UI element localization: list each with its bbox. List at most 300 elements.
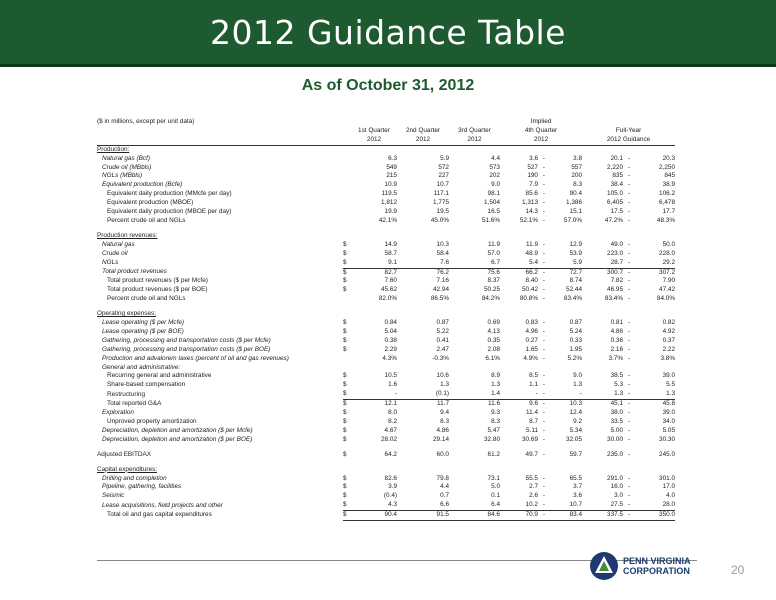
- q4-high-value: 1,386: [566, 199, 583, 207]
- fy-low-value: 83.4%: [604, 295, 624, 303]
- fy-high-value: 245.0: [659, 450, 676, 458]
- q3-value: 50.25: [484, 286, 500, 294]
- dollar-sign: $: [343, 511, 351, 521]
- table-row: [97, 409, 675, 418]
- q3-value: 84.2%: [481, 295, 500, 303]
- dollar-sign: $: [343, 336, 347, 344]
- fy-low-value: 33.5: [610, 418, 624, 425]
- fy-low-value: 5.00: [610, 426, 624, 434]
- range-dash: -: [542, 354, 546, 362]
- fy-high-value: 1.3: [635, 390, 675, 399]
- q4-high-value: 8.74: [569, 277, 583, 285]
- dollar-sign: [343, 232, 351, 241]
- q2-value: 10.3: [436, 240, 449, 248]
- q2-value: 9.4: [440, 409, 449, 417]
- q4-header: 4th Quarter: [524, 126, 558, 134]
- range-dash: -: [627, 372, 631, 380]
- q4-high-value: 200: [571, 172, 583, 180]
- q4-low-value: 1.1: [529, 381, 538, 389]
- q3-value: 1.4: [449, 390, 500, 399]
- q2-value: 5.9: [440, 154, 449, 162]
- q4-low-value: 14.3: [525, 208, 538, 216]
- range-dash: -: [627, 249, 631, 257]
- fy-low-value: 3.0: [614, 492, 624, 500]
- fy-high-value: 301.0: [659, 474, 676, 482]
- q4-high-value: 3.6: [573, 492, 583, 500]
- dollar-sign: $: [343, 381, 347, 389]
- dollar-sign: $: [343, 450, 347, 458]
- q1-value: 119.5: [381, 190, 397, 198]
- q4-high-value: 12.9: [569, 240, 583, 248]
- q4-low-value: 8.40: [525, 277, 538, 285]
- q4-low-value: 0.27: [525, 336, 538, 344]
- row-label: Percent crude oil and NGLs: [107, 295, 186, 303]
- range-dash: -: [542, 154, 546, 162]
- table-row: [97, 172, 675, 181]
- logo-line2: CORPORATION: [623, 566, 690, 576]
- table-row: [97, 475, 675, 484]
- dollar-sign: $: [343, 483, 347, 491]
- row-label: Equivalent daily production (MBOE per day): [107, 208, 232, 216]
- row-label: Lease operating ($ per BOE): [102, 327, 184, 335]
- q4-low-value: 70.9: [500, 511, 538, 521]
- q4-low-value: -: [500, 390, 538, 399]
- q1-value: 4.67: [384, 426, 397, 434]
- q4-high-value: 557: [571, 163, 583, 171]
- fy-high-value: 228.0: [659, 249, 676, 257]
- q3-value: 6.7: [449, 259, 500, 268]
- q4-high-value: 5.9: [550, 259, 582, 268]
- fy-low-value: 20.1: [610, 154, 624, 162]
- table-row: [97, 400, 675, 409]
- dollar-sign: [343, 208, 351, 217]
- row-label: Natural gas (Bcf): [102, 154, 150, 162]
- q2-value: 29.14: [433, 435, 449, 443]
- range-dash: -: [542, 492, 546, 500]
- dollar-sign: [343, 364, 351, 373]
- q1-value: -: [351, 390, 397, 399]
- row-label: Equivalent daily production (MMcfe per day): [107, 190, 232, 198]
- q2-value: 58.4: [436, 249, 449, 257]
- range-dash: -: [627, 181, 631, 189]
- q1-value: 10.5: [384, 372, 397, 380]
- q3-value: 2.08: [487, 345, 500, 353]
- range-dash: -: [542, 336, 546, 344]
- page-number: 20: [731, 563, 745, 577]
- row-label: Restructuring: [107, 390, 146, 398]
- q4-high-value: 59.7: [569, 450, 583, 458]
- range-dash: -: [627, 268, 631, 276]
- table-row: [97, 232, 675, 241]
- fy-high-value: 0.37: [662, 336, 676, 344]
- q2-value: 7.6: [397, 259, 449, 268]
- dollar-sign: $: [343, 418, 347, 425]
- q4-low-value: 80.8%: [519, 295, 538, 303]
- q3-value: 51.6%: [481, 216, 500, 224]
- fy-low-value: 835: [612, 172, 624, 180]
- implied-header: Implied: [530, 118, 552, 125]
- q1-value: 82.6: [384, 474, 397, 482]
- range-dash: -: [542, 474, 546, 482]
- fy-high-value: 34.0: [662, 418, 676, 425]
- fy-high-value: 30.30: [659, 435, 676, 443]
- row-label: Total product revenues ($ per Mcfe): [107, 277, 208, 285]
- dollar-sign: $: [343, 492, 347, 500]
- q4-high-value: -: [550, 390, 582, 399]
- range-dash: -: [623, 511, 635, 521]
- empty-cells: [351, 232, 675, 241]
- dollar-sign: [343, 164, 351, 173]
- row-label: NGLs: [102, 258, 119, 266]
- q4-low-value: 10.2: [500, 501, 538, 510]
- q1-value: 0.38: [384, 336, 397, 344]
- q4-low-value: 527: [527, 163, 538, 171]
- range-dash: -: [542, 249, 546, 257]
- q2-value: 7.16: [436, 277, 449, 285]
- fy-low-value: 46.95: [607, 286, 624, 294]
- q4-high-value: 10.3: [569, 400, 583, 408]
- penn-virginia-logo-icon: [589, 551, 619, 581]
- fy-high-value: 4.92: [662, 327, 676, 335]
- fy-low-value: 38.0: [610, 409, 624, 417]
- table-row: [97, 451, 675, 460]
- q4-low-value: 1.65: [525, 345, 538, 353]
- range-dash: -: [627, 418, 631, 425]
- q4-low-value: 2.6: [529, 492, 538, 500]
- row-label: Capital expenditures:: [97, 465, 158, 473]
- page-subtitle: As of October 31, 2012: [301, 77, 475, 94]
- q1-value: 14.9: [384, 240, 397, 248]
- table-row: [97, 427, 675, 436]
- fy-high-value: 39.0: [662, 372, 676, 380]
- fy-high-value: 17.0: [662, 483, 676, 491]
- table-row: [97, 164, 675, 173]
- dollar-sign: [343, 155, 351, 164]
- q4-high-value: 10.7: [550, 501, 582, 510]
- q4-low-value: 5.11: [526, 426, 538, 434]
- fy-high-value: 0.82: [662, 319, 676, 327]
- dollar-sign: [343, 172, 351, 181]
- table-row: [97, 241, 675, 250]
- row-label: Crude oil (MBbls): [102, 163, 152, 171]
- q4-high-value: 1.95: [569, 345, 583, 353]
- range-dash: -: [627, 240, 631, 248]
- table-row: [97, 390, 675, 399]
- range-dash: -: [538, 501, 550, 510]
- q1-value: 42.1%: [378, 216, 397, 224]
- table-row: [97, 190, 675, 199]
- header-row-2: [97, 127, 675, 136]
- table-row: [97, 250, 675, 259]
- fy-high-value: 845: [664, 172, 676, 180]
- q1-value: 4.3: [351, 501, 397, 510]
- table-row: [97, 337, 675, 346]
- range-dash: -: [627, 435, 631, 443]
- q4-high-value: 3.7: [573, 483, 583, 491]
- dollar-sign: [343, 217, 351, 226]
- q1-value: 12.1: [384, 400, 397, 408]
- table-row: [97, 208, 675, 217]
- fy-high-value: 20.3: [662, 154, 676, 162]
- table-row: [97, 501, 675, 510]
- q3-value: 1,504: [484, 199, 500, 207]
- table-row: [97, 155, 675, 164]
- dollar-sign: $: [343, 268, 347, 276]
- q3-value: 5.0: [491, 483, 500, 491]
- row-label: Production:: [97, 145, 130, 153]
- q1-value: 82.7: [384, 268, 397, 276]
- q4-low-value: 8.7: [529, 418, 538, 425]
- q2-value: 11.7: [437, 400, 449, 408]
- range-dash: -: [627, 295, 631, 303]
- q1-value: 215: [386, 172, 397, 180]
- row-label: Equivalent production (MBOE): [107, 199, 194, 207]
- range-dash: -: [538, 511, 550, 521]
- q4-low-value: 5.4: [500, 259, 538, 268]
- range-dash: -: [623, 390, 635, 399]
- range-dash: -: [538, 390, 550, 399]
- fy-high-value: 5.05: [662, 426, 676, 434]
- q3-value: 8.3: [491, 418, 500, 425]
- q2-value: 227: [438, 172, 449, 180]
- row-label: Total product revenues: [102, 268, 167, 276]
- range-dash: -: [542, 240, 546, 248]
- dollar-sign: $: [343, 259, 351, 268]
- range-dash: -: [542, 181, 546, 189]
- fy-high-value: 2,250: [659, 163, 676, 171]
- dollar-sign: [343, 295, 351, 304]
- q2-value: 19.5: [436, 208, 449, 216]
- q1-value: 1,812: [381, 199, 397, 207]
- dollar-sign: $: [343, 277, 347, 285]
- q2-value: 8.3: [440, 418, 449, 425]
- q3-value: 61.2: [487, 450, 500, 458]
- range-dash: -: [542, 268, 546, 276]
- row-label: Depreciation, depletion and amortization ($ per Mcfe): [102, 426, 253, 434]
- q4-high-value: 0.33: [569, 336, 583, 344]
- q1-header: 1st Quarter: [358, 126, 390, 134]
- q4-high-value: 9.2: [573, 418, 583, 425]
- empty-cells: [351, 145, 675, 154]
- q1-value: 5.04: [384, 327, 397, 335]
- q1-value: 0.84: [384, 319, 397, 327]
- table-row: [97, 418, 675, 427]
- company-logo: [589, 551, 691, 581]
- fy-low-value: 28.7: [582, 259, 623, 268]
- q4-high-value: 5.2%: [567, 354, 583, 362]
- fy-low-value: 38.4: [610, 181, 624, 189]
- header-row-1: [97, 118, 675, 127]
- range-dash: -: [542, 286, 546, 294]
- table-row: [97, 295, 675, 304]
- fy-high-value: 50.0: [662, 240, 676, 248]
- q1-value: 4.3%: [382, 354, 397, 362]
- table-row: [97, 328, 675, 337]
- q1-value: 64.2: [384, 450, 397, 458]
- q1-value: (0.4): [383, 492, 397, 500]
- dollar-sign: $: [343, 501, 351, 510]
- range-dash: -: [627, 208, 631, 216]
- q1-value: 8.0: [388, 409, 397, 417]
- fy-low-value: 235.0: [607, 450, 624, 458]
- q4-low-value: 190: [527, 172, 538, 180]
- fy-low-value: 47.2%: [604, 216, 624, 224]
- logo-wordmark: [623, 556, 691, 576]
- q2-value: 0.7: [440, 492, 449, 500]
- fy-high-value: 307.2: [659, 268, 676, 276]
- fy-low-value: 49.0: [610, 240, 624, 248]
- q2-value: 86.5%: [430, 295, 449, 303]
- fy-low-value: 1.3: [582, 390, 623, 399]
- range-dash: -: [542, 418, 546, 425]
- fy-high-value: 3.8%: [660, 354, 676, 362]
- q4-high-value: 83.4%: [563, 295, 583, 303]
- table-row: [97, 381, 675, 390]
- fy-high-value: 45.8: [662, 400, 676, 408]
- range-dash: -: [627, 154, 631, 162]
- q3-value: 16.5: [487, 208, 500, 216]
- fy-low-value: 45.1: [610, 400, 624, 408]
- dollar-sign: $: [343, 240, 347, 248]
- q2-header: 2nd Quarter: [405, 126, 441, 134]
- fy-low-value: 4.86: [610, 327, 624, 335]
- fy-high-value: 2.22: [662, 345, 676, 353]
- dollar-sign: [343, 145, 351, 154]
- q1-value: 549: [386, 163, 397, 171]
- q4-high-value: 1.3: [573, 381, 583, 389]
- q3-value: 73.1: [487, 474, 500, 482]
- range-dash: -: [542, 327, 546, 335]
- range-dash: -: [542, 319, 546, 327]
- row-label: Share-based compensation: [107, 381, 186, 389]
- range-dash: -: [627, 483, 631, 491]
- row-label: Total oil and gas capital expenditures: [107, 511, 212, 519]
- header-row-3: [97, 136, 675, 145]
- q1-value: 7.60: [384, 277, 397, 285]
- q4-high-value: 5.24: [569, 327, 583, 335]
- range-dash: -: [542, 450, 546, 458]
- q3-value: 11.6: [488, 400, 500, 408]
- q2-value: 0.41: [436, 336, 449, 344]
- q1-value: 19.9: [384, 208, 397, 216]
- fy-high-value: 47.42: [659, 286, 676, 294]
- title-banner: [0, 0, 776, 67]
- q2-value: 42.94: [433, 286, 449, 294]
- fy-low-value: 17.5: [610, 208, 624, 216]
- q2-value: 91.5: [397, 511, 449, 521]
- fy-high-value: 6,478: [659, 199, 676, 207]
- q4-low-value: 48.9: [525, 249, 538, 257]
- range-dash: -: [542, 483, 546, 491]
- q3-value: 75.6: [487, 268, 500, 276]
- q4-high-value: 57.0%: [563, 216, 583, 224]
- guidance-table: [97, 118, 675, 521]
- q4-high-value: 3.8: [573, 154, 583, 162]
- q1-value: 8.2: [388, 418, 397, 425]
- range-dash: -: [538, 259, 550, 268]
- range-dash: -: [542, 345, 546, 353]
- range-dash: -: [542, 435, 546, 443]
- range-dash: -: [627, 345, 631, 353]
- q4-low-value: 50.42: [522, 286, 538, 294]
- q3-header: 3rd Quarter: [458, 126, 491, 134]
- row-label: Gathering, processing and transportation costs ($ per Mcfe): [102, 336, 271, 344]
- range-dash: -: [627, 492, 631, 500]
- q1-value: 10.9: [384, 181, 397, 189]
- q3-value: 6.4: [449, 501, 500, 510]
- fy-low-value: 337.5: [582, 511, 623, 521]
- range-dash: -: [542, 163, 546, 171]
- row-label: Total reported G&A: [107, 399, 162, 407]
- dollar-sign: [343, 181, 351, 190]
- q2-value: 1.3: [440, 381, 449, 389]
- table-row: [97, 217, 675, 226]
- q3-year: 2012: [449, 136, 500, 145]
- q4-high-value: 8.3: [573, 181, 583, 189]
- table-row: [97, 319, 675, 328]
- q2-value: 6.6: [397, 501, 449, 510]
- range-dash: -: [627, 409, 631, 417]
- table-row: [97, 145, 675, 154]
- range-dash: -: [627, 319, 631, 327]
- row-label: General and administrative:: [102, 363, 181, 371]
- fy-low-value: 7.82: [610, 277, 624, 285]
- fy-high-value: 48.3%: [656, 216, 676, 224]
- q3-value: 84.6: [449, 511, 500, 521]
- q3-value: 9.0: [491, 181, 500, 189]
- table-row: [97, 277, 675, 286]
- q4-low-value: 55.5: [525, 474, 538, 482]
- range-dash: -: [627, 327, 631, 335]
- q3-value: 573: [489, 163, 500, 171]
- row-label: Percent crude oil and NGLs: [107, 216, 186, 224]
- fy-low-value: 30.00: [607, 435, 624, 443]
- q4-high-value: 9.0: [573, 372, 583, 380]
- q1-value: 3.9: [388, 483, 397, 491]
- row-label: Production and advalorem taxes (percent of oil and gas revenues): [102, 354, 289, 362]
- table-row: [97, 355, 675, 364]
- empty-cells: [351, 310, 675, 319]
- table-row: [97, 511, 675, 521]
- q2-value: (0.1): [397, 390, 449, 399]
- range-dash: -: [542, 199, 546, 207]
- range-dash: -: [542, 381, 546, 389]
- empty-cells: [351, 364, 675, 373]
- dollar-sign: $: [343, 474, 347, 482]
- fy-low-value: 291.0: [607, 474, 624, 482]
- dollar-sign: $: [343, 426, 347, 434]
- dollar-sign: [343, 190, 351, 199]
- q3-value: 1.3: [491, 381, 500, 389]
- q3-value: 9.3: [491, 409, 500, 417]
- fy-low-value: 2.16: [610, 345, 624, 353]
- q2-value: 60.0: [436, 450, 449, 458]
- row-label: NGLs (MBbls): [102, 172, 143, 180]
- q1-value: 90.4: [351, 511, 397, 521]
- range-dash: -: [542, 216, 546, 224]
- fy-low-value: 5.3: [614, 381, 624, 389]
- range-dash: -: [627, 163, 631, 171]
- fy-high-value: 4.0: [666, 492, 676, 500]
- range-dash: -: [623, 501, 635, 510]
- row-label: Lease acquisitions, field projects and other: [102, 501, 223, 509]
- q1-value: 58.7: [384, 249, 397, 257]
- q4-low-value: 11.4: [526, 409, 538, 417]
- row-label: Seismic: [102, 492, 125, 500]
- fy-low-value: 0.81: [610, 319, 624, 327]
- q2-value: 0.87: [436, 319, 449, 327]
- q2-value: 117.1: [433, 190, 449, 198]
